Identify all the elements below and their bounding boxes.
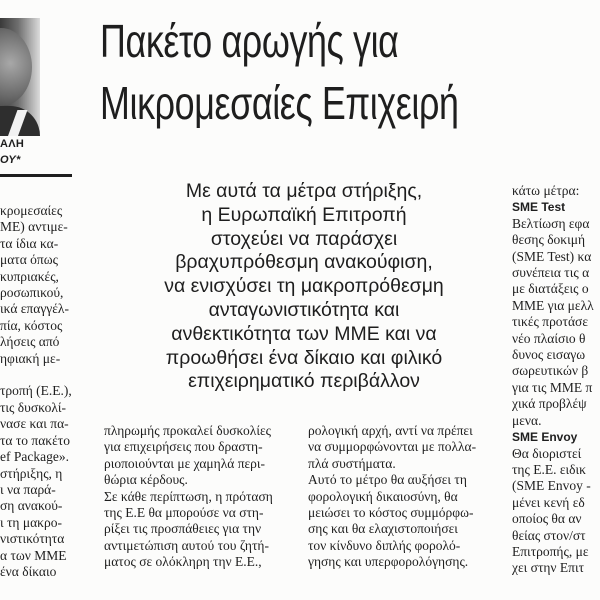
pull-quote-line: επιχειρηματικό περιβάλλον	[188, 370, 420, 393]
body-text-line: της Ε.Ε. ειδικ	[512, 461, 586, 477]
body-text-line: θείας στον/στ	[512, 527, 586, 543]
body-text-line: για τις ΜΜΕ π	[512, 379, 593, 395]
body-text-line: σης και θα ελαχιστοποιήσει	[308, 521, 458, 537]
body-text-line: τον κίνδυνο διπλής φορολό-	[308, 537, 461, 553]
author-name: ΑΛΗ	[0, 138, 25, 150]
body-text-line: οποίος θα αν	[512, 511, 582, 527]
body-text-line: Αυτό το μέτρο θα αυξήσει τη	[308, 472, 467, 488]
body-text-line	[0, 367, 76, 383]
author-title: ΟΥ*	[0, 154, 21, 166]
body-text-line: ένα δίκαιο	[0, 563, 57, 579]
body-text-line: νέο πλαίσιο θ	[512, 330, 586, 346]
body-text-line: Βελτίωση εφα	[512, 215, 590, 231]
body-text-line: κάτω μέτρα:	[512, 183, 580, 198]
body-text-line: τις δυσκολί-	[0, 399, 67, 415]
body-text-line: ρολογική αρχή, αντί να πρέπει	[308, 423, 473, 438]
body-text-line: ρίξει τις προσπάθειες για την	[104, 521, 262, 537]
body-text-line: τα το πακέτο	[0, 432, 70, 448]
body-text-line: πία, κόστος	[0, 317, 63, 333]
pull-quote-line: προωθήσει ένα δίκαιο και φιλικό	[165, 346, 443, 369]
body-text-line: με διατάξεις ο	[512, 281, 589, 297]
body-text-line: ματος σε ολόκληρη την Ε.Ε.,	[104, 554, 262, 570]
body-text-line: νασε και πα-	[0, 416, 69, 432]
body-text-line: τικές προτάσε	[512, 314, 588, 330]
body-text-line: (SME Test) κα	[512, 248, 592, 264]
body-text-line: γησης και υπερφορολόγησης.	[308, 554, 469, 570]
pull-quote-line: να ενισχύσει τη μακροπρόθεσμη	[164, 275, 444, 298]
headline	[100, 10, 490, 134]
body-text-line: θεσης δοκιμή	[512, 232, 586, 248]
body-text-line: α των ΜΜΕ	[0, 547, 67, 563]
body-text-line: ση ανακού-	[0, 498, 63, 514]
pull-quote-line: βραχυπρόθεσμη ανακούφιση,	[175, 251, 433, 274]
body-text-line: στήριξης, η	[0, 465, 63, 481]
body-text-line: ηφιακή με-	[0, 350, 61, 366]
body-text-line: για επιχειρήσεις που δραστη-	[104, 439, 263, 455]
body-text-line: ροσωπικού,	[0, 285, 64, 301]
body-text-line: Θα διοριστεί	[512, 445, 582, 461]
body-text-line: φορολογική δικαιοσύνη, θα	[308, 488, 458, 504]
body-text-line: θώρια κέρδους.	[104, 472, 188, 488]
middle-column-2	[308, 423, 504, 571]
body-text-line: κυπριακές,	[0, 268, 59, 284]
body-text-line: ΜΜΕ για μελλ	[512, 297, 594, 313]
pull-quote-line: ανταγωνιστικότητα και	[208, 298, 400, 321]
body-text-line: νιστικότητα	[0, 531, 65, 547]
body-text-line: μενα.	[512, 412, 542, 428]
body-text-line: συνέπεια τις α	[512, 265, 590, 281]
body-text-line: ριοποιούνται με χαμηλά περι-	[104, 455, 266, 471]
body-text-line: ματα όπως	[0, 252, 58, 268]
author-photo	[0, 18, 40, 136]
pull-quote-line: ανθεκτικότητα των ΜΜΕ και να	[171, 322, 437, 345]
pull-quote-line: Με αυτά τα μέτρα στήριξης,	[185, 180, 423, 202]
right-column	[512, 183, 600, 577]
body-text-line: ΜΕ) αντιμε-	[0, 219, 68, 235]
body-text-line: τροπή (Ε.Ε.),	[0, 383, 72, 399]
body-text-line: της Ε.Ε θα μπορούσε να στη-	[104, 505, 264, 521]
body-text-line: λήσεις από	[0, 334, 60, 350]
body-text-line: τα ίδια κα-	[0, 235, 59, 251]
body-text-line: δυνος εισαγω	[512, 347, 586, 363]
pull-quote	[104, 180, 504, 394]
body-text-line: κρομεσαίες	[0, 203, 63, 218]
headline-line-2: Μικρομεσαίες Επιχειρή	[100, 77, 459, 129]
pull-quote-line: στοχεύει να παράσχει	[210, 227, 398, 250]
body-text-line: αντιμετώπιση αυτού του ζητή-	[104, 537, 269, 553]
body-text-line: ι να παρά-	[0, 481, 56, 497]
pull-quote-line: η Ευρωπαϊκή Επιτροπή	[201, 203, 407, 226]
body-text-line: πλά συστήματα.	[308, 455, 396, 471]
body-text-line: ι τη μακρο-	[0, 514, 62, 530]
left-column	[0, 203, 76, 580]
section-subhead: SME Test	[512, 200, 566, 215]
headline-line-1: Πακέτο αρωγής για	[100, 15, 399, 67]
middle-column-1	[104, 423, 300, 571]
body-text-line: ικά επαγγέλ-	[0, 301, 69, 317]
body-text-line: (SME Envoy -	[512, 478, 591, 494]
body-text-line: Σε κάθε περίπτωση, η πρόταση	[104, 488, 273, 504]
byline-rule	[0, 174, 72, 177]
section-subhead: SME Envoy	[512, 430, 578, 445]
body-text-line: πληρωμής προκαλεί δυσκολίες	[104, 423, 271, 438]
body-text-line: μένει κενή εδ	[512, 494, 585, 510]
body-text-line: χει στην Επιτ	[512, 560, 585, 576]
body-text-line: Επιτροπής, με	[512, 543, 589, 559]
body-text-line: να συμμορφώνονται με πολλα-	[308, 439, 477, 455]
body-text-line: μειώσει το κόστος συμμόρφω-	[308, 505, 474, 521]
body-text-line: σωρευτικών β	[512, 363, 589, 379]
body-text-line: χικά προβλέψ	[512, 396, 587, 412]
body-text-line: ef Package».	[0, 449, 69, 465]
